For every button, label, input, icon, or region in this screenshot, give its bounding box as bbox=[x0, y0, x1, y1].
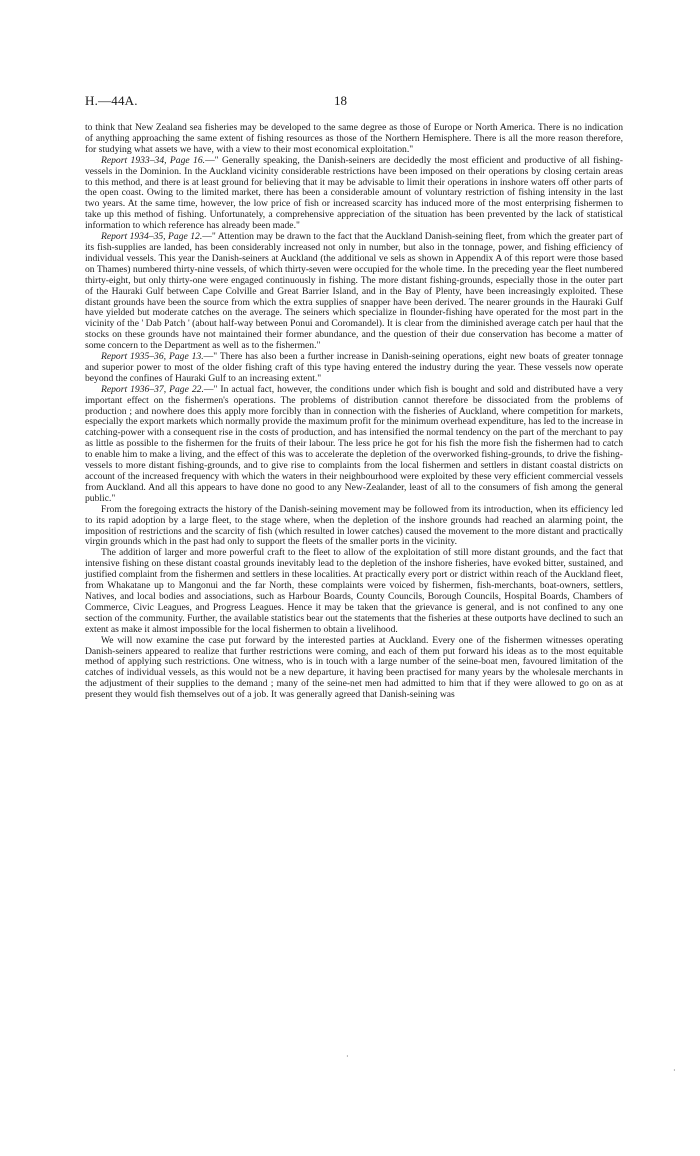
paragraph-text: to think that New Zealand sea fisheries may be developed to the same degree as those of Europe or North America. There is no indication of anything approaching the same extent of fishing resources as those of the Northern Hemisphere. There is all the more reason therefore, for studying what assets we have, with a view to their most economical exploitation." bbox=[85, 122, 623, 155]
paragraph-text: We will now examine the case put forward by the interested parties at Auckland. Every one of the fishermen witnesses operating Danish-seiners appeared to realize that further restrictions were coming, and each of them put forward his ideas as to the most equitable method of applying such restrictions. One witness, who is in touch with a large number of the seine-boat men, favoured limitation of the catches of individual vessels, as this would not be a new departure, it having been practised for many years by the wholesale merchants in the adjustment of their supplies to the demand ; many of the seine-net men had admitted to him that if they were allowed to go on as at present they would fish themselves out of a job. It was generally agreed that Danish-seining was bbox=[85, 634, 623, 701]
ink-speck: · bbox=[346, 1052, 349, 1061]
page-number: 18 bbox=[334, 93, 347, 108]
paragraph-text: The addition of larger and more powerful craft to the fleet to allow of the exploitation of still more distant grounds, and the fact that intensive fishing on these distant coastal grounds inevitably lead to the depletion of the inshore fisheries, have evoked bitter, sustained, and justified complaint from the fishermen and settlers in these localities. At practically every port or district within reach of the Auckland fleet, from Whakatane up to Mangonui and the far North, these complaints were voiced by fishermen, fish-merchants, boat-owners, settlers, Natives, and local bodies and associations, such as Harbour Boards, County Councils, Borough Councils, Hospital Boards, Chambers of Commerce, Civic Leagues, and Progress Leagues. Hence it may be taken that the grievance is general, and is not confined to any one section of the community. Further, the available statistics bear out the statements that the fisheries at these outports have declined to such an extent as make it almost impossible for the local fishermen to obtain a livelihood. bbox=[85, 547, 623, 635]
paragraph-text: —" Generally speaking, the Danish-seiners are decidedly the most efficient and productive of all fishing-vessels in the Dominion. In the Auckland vicinity considerable restrictions have been imposed on their operations by closing certain areas to this method, and there is at least ground for believing that it may be advisable to limit their operations in inshore waters off other parts of the open coast. Owing to the limited market, there has been a considerable amount of voluntary restriction of fishing intensity in the last two years. At the same time, however, the low price of fish or increased scarcity has induced more of the most enterprising fishermen to take up this method of fishing. Unfortunately, a comprehensive appreciation of the situation has been prevented by the lack of statistical information to which reference has already been made." bbox=[85, 154, 623, 232]
paragraph-text: —" Attention may be drawn to the fact that the Auckland Danish-seining fleet, from which the greater part of its fish-supplies are landed, has been considerably increased not only in number, but also in the tonnage, power, and fishing efficiency of individual vessels. This year the Danish-seiners at Auckland (the additional ve sels as shown in Appendix A of this report were those based on Thames) numbered thirty-nine vessels, of which thirty-seven were occupied for the whole time. In the preceding year the fleet numbered thirty-eight, but only thirty-one were engaged continuously in fishing. The more distant fishing-grounds, especially those in the outer part of the Hauraki Gulf between Cape Colville and Great Barrier Island, and in the Bay of Plenty, have been increasingly exploited. These distant grounds have been the source from which the extra supplies of snapper have been derived. The nearer grounds in the Hauraki Gulf have yielded but moderate catches on the average. The seiners which specialize in flounder-fishing have operated for the most part in the vicinity of the ' Dab Patch ' (about half-way between Ponui and Coromandel). It is clear from the diminished average catch per haul that the stocks on these grounds have not maintained their former abundance, and the question of their due conservation has become a matter of some concern to the Department as well as to the fishermen." bbox=[85, 231, 623, 352]
report-reference: Report 1936–37, Page 22. bbox=[101, 383, 204, 395]
paragraph-text: —" In actual fact, however, the conditions under which fish is bought and sold and distributed have a very important effect on the fishermen's operations. The problems of distribution cannot therefore be dissociated from the problems of production ; and nowhere does this apply more forcibly than in connection with the fisheries of Auckland, where competition for markets, especially the export markets which normally provide the maximum profit for the minimum overhead expenditure, has led to the increase in catching-power with a consequent rise in the costs of production, and has intensified the normal tendency on the part of the merchant to pay as little as possible to the fishermen for the fruits of their labour. The less price he got for his fish the more fish the fishermen had to catch to enable him to make a living, and the effect of this was to accelerate the depletion of the overworked fishing-grounds, to drive the fishing-vessels to more distant fishing-grounds, and to give rise to complaints from the local fishermen and settlers in distant coastal districts on account of the increased frequency with which the waters in their neighbourhood were exploited by these very efficient commercial vessels from Auckland. And all this appears to have done no good to any New-Zealander, least of all to the consumers of fish among the general public." bbox=[85, 383, 623, 504]
paragraph bbox=[85, 505, 623, 549]
paragraph bbox=[85, 352, 623, 385]
report-reference: Report 1934–35, Page 12. bbox=[101, 231, 203, 243]
paragraph bbox=[85, 123, 623, 156]
paragraph-text: From the foregoing extracts the history of the Danish-seining movement may be followed from its introduction, when its efficiency led to its rapid adoption by a large fleet, to the stage where, when the depletion of the inshore grounds had reached an alarming point, the imposition of restrictions and the scarcity of fish (which resulted in lower catches) caused the movement to the more distant and practically virgin grounds which in the past had only to support the fleets of the smaller ports in the vicinity. bbox=[85, 503, 623, 548]
report-reference: Report 1933–34, Page 16. bbox=[101, 154, 206, 166]
paragraph bbox=[85, 232, 623, 352]
page-reference: H.—44A. bbox=[85, 93, 138, 108]
ink-speck: · bbox=[673, 1066, 676, 1075]
report-reference: Report 1935–36, Page 13. bbox=[101, 351, 204, 363]
paragraph bbox=[85, 548, 623, 635]
paragraph-text: —" There has also been a further increase in Danish-seining operations, eight new boats of greater tonnage and superior power to most of the older fishing craft of this type having entered the industry during the year. These vessels now operate beyond the confines of Hauraki Gulf to an increasing extent." bbox=[85, 351, 623, 384]
paragraph bbox=[85, 636, 623, 701]
paragraph bbox=[85, 156, 623, 232]
body-text bbox=[85, 123, 623, 701]
page-header bbox=[85, 93, 623, 109]
paragraph bbox=[85, 385, 623, 505]
